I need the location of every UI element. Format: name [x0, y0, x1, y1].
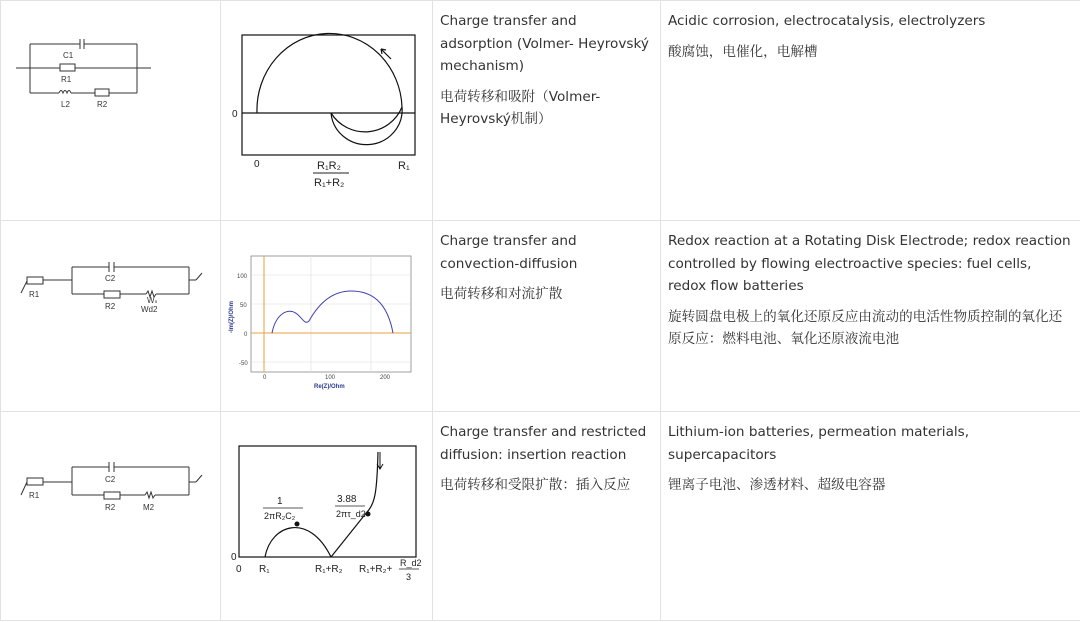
circuit-cell: [1, 1, 221, 221]
nyquist-plot-2: [221, 221, 432, 411]
circuit-cell: [1, 412, 221, 621]
circuit-label: Wd2: [141, 305, 158, 314]
y-tick: 0: [244, 332, 248, 338]
nyquist-cell: [221, 412, 433, 621]
table-row: [1, 412, 1080, 621]
x-tick: 200: [380, 375, 391, 381]
peak1-den: 2πR₂C₂: [264, 511, 296, 521]
nyquist-cell: [221, 1, 433, 221]
x-mid-den: R₁+R₂: [314, 177, 345, 189]
circuit-label: M2: [143, 503, 155, 512]
table-row: [1, 1, 1080, 221]
applications-en: Acidic corrosion, electrocatalysis, electrolyzers: [668, 13, 986, 29]
nyquist-cell: [221, 221, 433, 412]
mechanism-cell: [433, 412, 661, 621]
x-label-3-num: R_d2: [400, 558, 422, 568]
y-tick: 50: [240, 303, 247, 309]
x-label-1: R₁: [259, 564, 270, 575]
circuit-label: R1: [61, 75, 72, 84]
circuit-label: Wₛ: [147, 296, 158, 305]
y-tick: -50: [239, 361, 248, 367]
applications-cell: [661, 1, 1080, 221]
mechanism-zh: 电荷转移和对流扩散: [440, 286, 563, 302]
x-axis-label: Re(Z)/Ohm: [314, 384, 345, 390]
x-tick: 100: [325, 375, 336, 381]
y-origin-label: 0: [232, 109, 238, 120]
applications-zh: 锂离子电池、渗透材料、超级电容器: [668, 477, 886, 493]
circuit-label: R1: [29, 491, 40, 500]
circuit-label: C2: [105, 475, 116, 484]
table-row: [1, 221, 1080, 412]
mechanism-cell: [433, 1, 661, 221]
x-mid-num: R₁R₂: [317, 160, 341, 172]
nyquist-plot-3: [221, 412, 432, 620]
circuit-cell: [1, 221, 221, 412]
circuit-diagram-2: [1, 221, 220, 411]
x-label-3-den: 3: [406, 572, 412, 582]
peak-marker: [366, 512, 371, 517]
applications-zh: 酸腐蚀，电催化，电解槽: [668, 43, 818, 60]
mechanism-zh: 电荷转移和吸附（Volmer-Heyrovský机制）: [440, 88, 601, 127]
peak2-den: 2πτ_d2: [336, 509, 366, 519]
mechanism-en: Charge transfer and convection-diffusion: [440, 233, 578, 272]
applications-cell: [661, 412, 1080, 621]
applications-en: Lithium-ion batteries, permeation materials, supercapacitors: [668, 424, 970, 463]
x-label-3: R₁+R₂+: [359, 564, 393, 575]
circuit-label: L2: [61, 100, 70, 109]
circuit-label: R2: [105, 302, 116, 311]
circuit-label: R2: [97, 100, 108, 109]
x-tick: 0: [263, 375, 267, 381]
circuit-label: C1: [63, 51, 74, 60]
mechanism-en: Charge transfer and restricted diffusion: insertion reaction: [440, 424, 647, 463]
x-origin-label: 0: [236, 564, 242, 575]
x-label-2: R₁+R₂: [315, 564, 343, 575]
applications-en: Redox reaction at a Rotating Disk Electrode; redox reaction controlled by flowing electroactive species: fuel cells, redox flow batteries: [668, 233, 1071, 294]
circuit-label: C2: [105, 274, 116, 283]
mechanism-zh: 电荷转移和受限扩散：插入反应: [440, 477, 631, 493]
peak-marker: [295, 522, 300, 527]
mechanism-cell: [433, 221, 661, 412]
x-origin-label: 0: [254, 159, 260, 170]
circuit-diagram-3: [1, 412, 220, 620]
x-end-label: R₁: [398, 160, 410, 172]
y-tick: 100: [237, 274, 248, 280]
applications-cell: [661, 221, 1080, 412]
mechanism-en: Charge transfer and adsorption (Volmer- Heyrovský mechanism): [440, 13, 649, 74]
circuit-label: R2: [105, 503, 116, 512]
circuit-diagram-1: [1, 1, 220, 220]
peak2-num: 3.88: [337, 494, 357, 505]
applications-zh: 旋转圆盘电极上的氧化还原反应由流动的电活性物质控制的氧化还原反应：燃料电池、氧化还原液流电池: [668, 308, 1063, 347]
circuit-label: R1: [29, 290, 40, 299]
nyquist-plot-1: [221, 1, 432, 220]
peak1-num: 1: [277, 496, 283, 507]
y-origin-label: 0: [231, 552, 237, 563]
y-axis-label: -Im(Z)/Ohm: [229, 301, 235, 333]
